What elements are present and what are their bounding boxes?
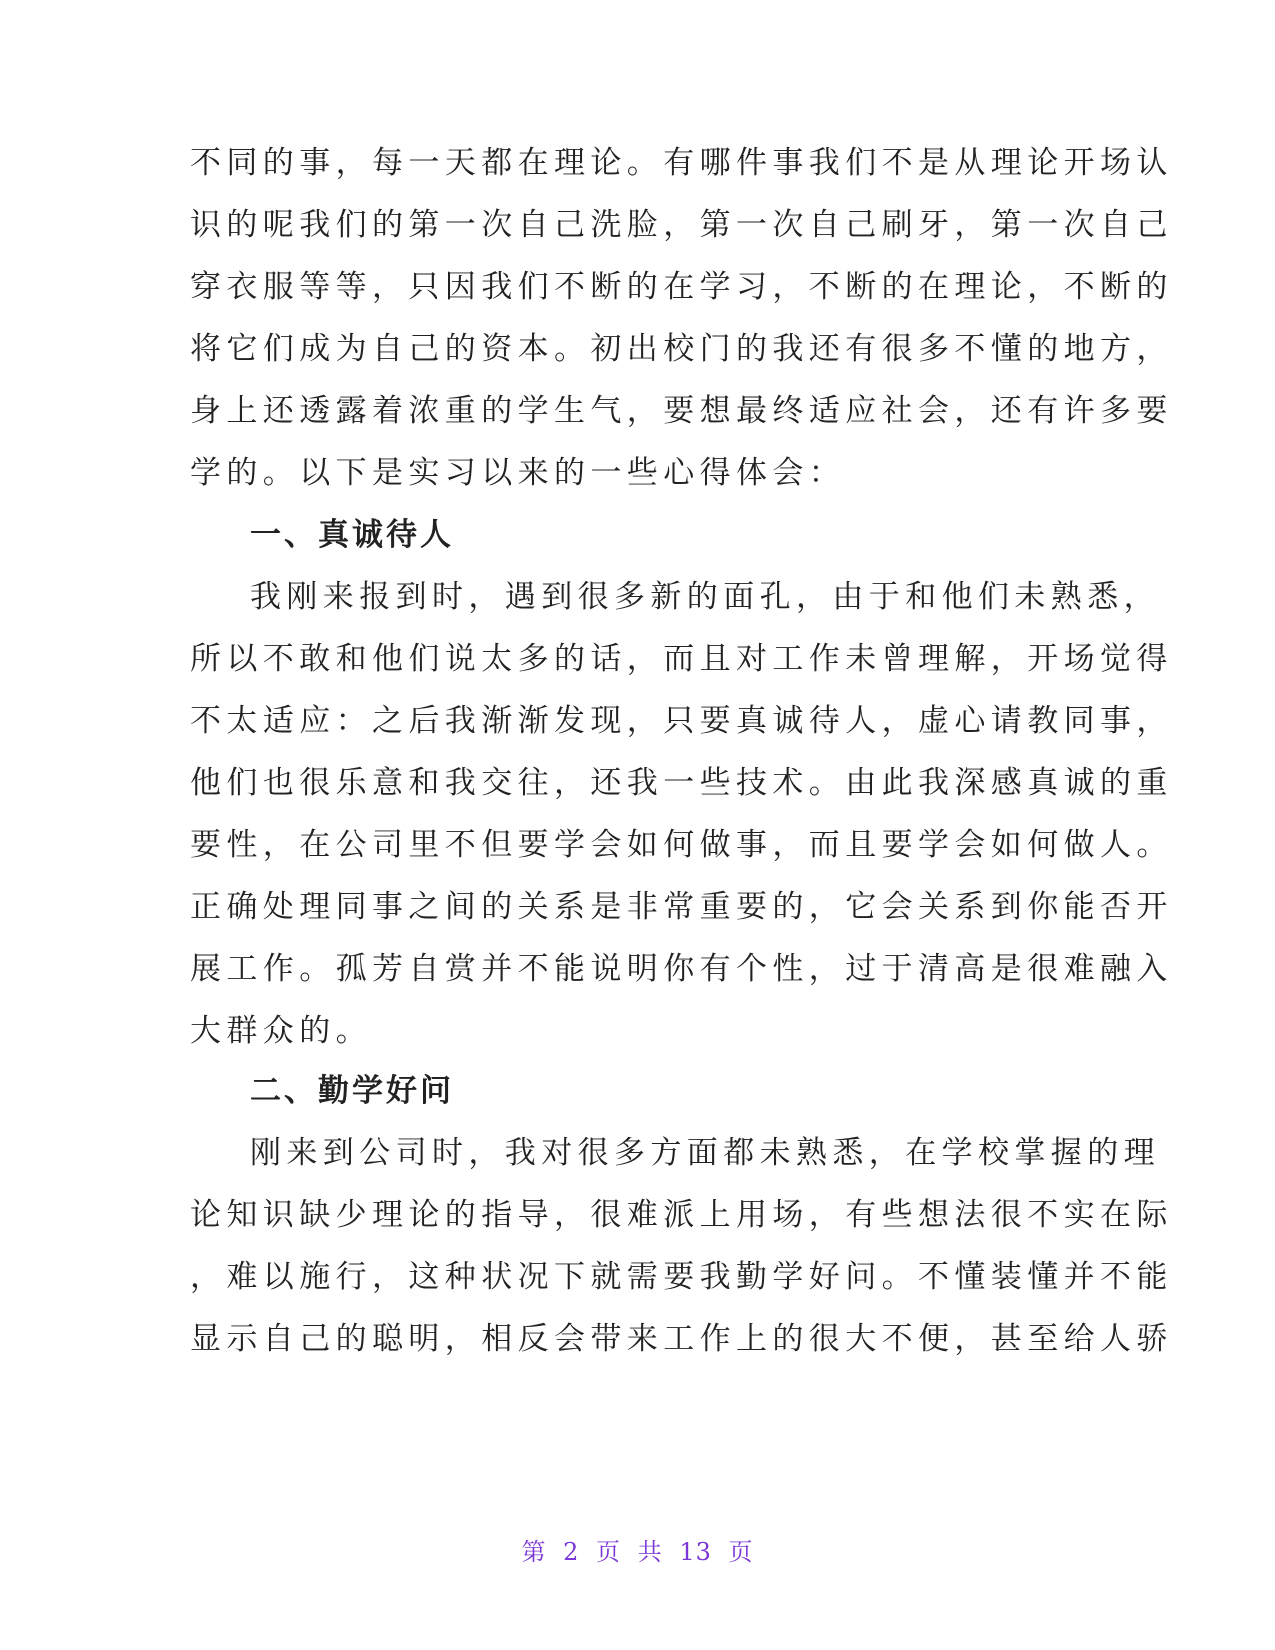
page-footer bbox=[0, 1532, 1275, 1567]
footer-suffix: 页 bbox=[728, 1538, 754, 1566]
body-line: 身上还透露着浓重的学生气，要想最终适应社会，还有许多要 bbox=[190, 393, 1173, 429]
section-heading-1: 一、真诚待人 bbox=[250, 517, 454, 553]
body-line: 正确处理同事之间的关系是非常重要的，它会关系到你能否开 bbox=[190, 889, 1173, 925]
body-line: 穿衣服等等，只因我们不断的在学习，不断的在理论，不断的 bbox=[190, 269, 1173, 305]
footer-prefix: 第 bbox=[521, 1538, 547, 1566]
footer-page-label: 页 bbox=[596, 1538, 622, 1566]
body-line: 不同的事，每一天都在理论。有哪件事我们不是从理论开场认 bbox=[190, 145, 1173, 181]
body-line: 所以不敢和他们说太多的话，而且对工作未曾理解，开场觉得 bbox=[190, 641, 1173, 677]
body-line: 他们也很乐意和我交往，还我一些技术。由此我深感真诚的重 bbox=[190, 765, 1173, 801]
body-line: 我刚来报到时，遇到很多新的面孔，由于和他们未熟悉， bbox=[250, 579, 1160, 615]
body-line: ，难以施行，这种状况下就需要我勤学好问。不懂装懂并不能 bbox=[190, 1259, 1173, 1295]
footer-total-label: 共 bbox=[637, 1538, 663, 1566]
body-line: 展工作。孤芳自赏并不能说明你有个性，过于清高是很难融入 bbox=[190, 951, 1173, 987]
body-line: 要性，在公司里不但要学会如何做事，而且要学会如何做人。 bbox=[190, 827, 1173, 863]
body-line: 识的呢我们的第一次自己洗脸，第一次自己刷牙，第一次自己 bbox=[190, 207, 1173, 243]
body-line: 大群众的。 bbox=[190, 1013, 372, 1049]
body-line: 将它们成为自己的资本。初出校门的我还有很多不懂的地方， bbox=[190, 331, 1173, 367]
body-line: 刚来到公司时，我对很多方面都未熟悉，在学校掌握的理 bbox=[250, 1135, 1160, 1171]
section-heading-2: 二、勤学好问 bbox=[250, 1073, 454, 1109]
body-line: 学的。以下是实习以来的一些心得体会： bbox=[190, 455, 846, 491]
footer-page-number: 2 bbox=[563, 1538, 580, 1566]
body-line: 论知识缺少理论的指导，很难派上用场，有些想法很不实在际 bbox=[190, 1197, 1173, 1233]
body-line: 显示自己的聪明，相反会带来工作上的很大不便，甚至给人骄 bbox=[190, 1321, 1173, 1357]
body-line: 不太适应：之后我渐渐发现，只要真诚待人，虚心请教同事， bbox=[190, 703, 1173, 739]
footer-total-pages: 13 bbox=[679, 1538, 712, 1566]
